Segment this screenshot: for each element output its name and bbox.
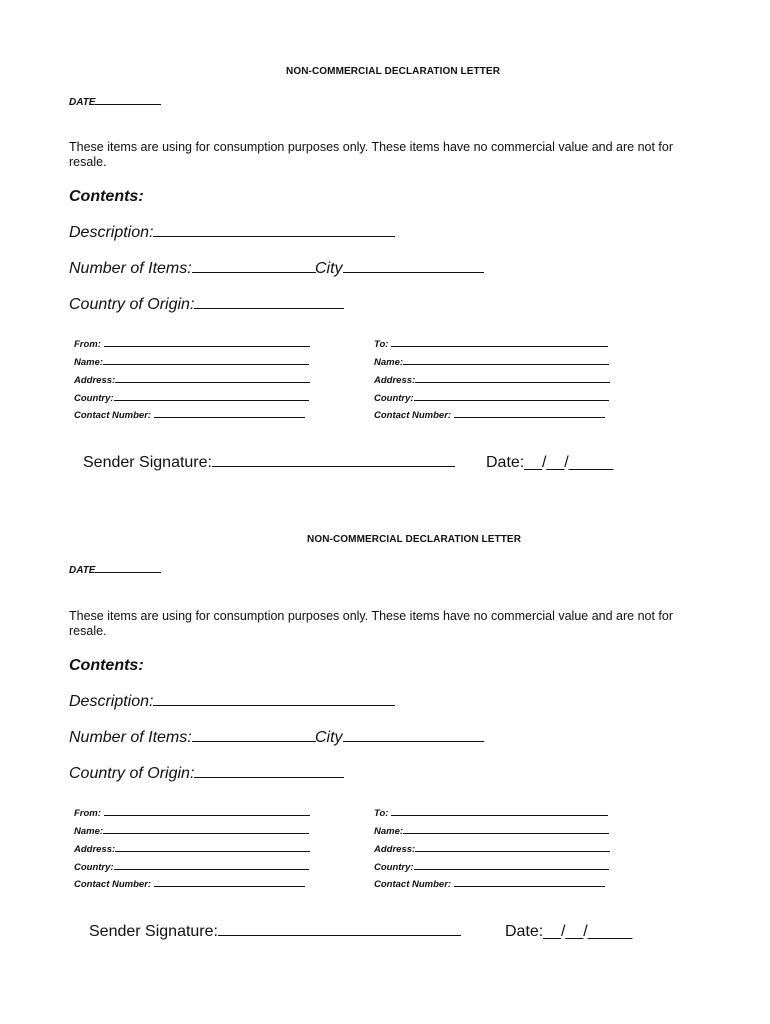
date-label: DATE bbox=[69, 565, 96, 576]
recipient-name-blank[interactable] bbox=[403, 355, 609, 365]
contact-number-label: Contact Number: bbox=[374, 879, 452, 890]
country-label: Country: bbox=[74, 393, 114, 404]
statement-text: These items are using for consumption purposes only. These items have no commercial value and are not for resale. bbox=[69, 609, 674, 638]
country-label: Country: bbox=[74, 862, 114, 873]
country-of-origin-label: Country of Origin: bbox=[69, 296, 195, 313]
recipient-contact-number-field[interactable] bbox=[374, 877, 605, 890]
city-blank[interactable] bbox=[343, 260, 484, 273]
recipient-contact-number-field[interactable] bbox=[374, 408, 605, 421]
recipient-address-field[interactable] bbox=[374, 842, 610, 855]
description-label: Description: bbox=[69, 693, 154, 710]
to-label: To: bbox=[374, 808, 389, 819]
city-field[interactable] bbox=[315, 729, 484, 747]
recipient-country-field[interactable] bbox=[374, 391, 609, 404]
contact-number-label: Contact Number: bbox=[74, 410, 152, 421]
date-field[interactable] bbox=[69, 95, 161, 108]
country-of-origin-field[interactable] bbox=[69, 765, 344, 783]
signature-date-field[interactable]: Date:__/__/_____ bbox=[486, 454, 614, 471]
to-blank[interactable] bbox=[391, 806, 608, 816]
description-field[interactable] bbox=[69, 224, 395, 242]
sender-contact-number-blank[interactable] bbox=[154, 408, 305, 418]
name-label: Name: bbox=[374, 826, 404, 837]
to-label: To: bbox=[374, 339, 389, 350]
sender-signature-blank[interactable] bbox=[212, 454, 455, 467]
country-of-origin-field[interactable] bbox=[69, 296, 344, 314]
document-title: NON-COMMERCIAL DECLARATION LETTER bbox=[307, 534, 522, 545]
to-blank[interactable] bbox=[391, 337, 608, 347]
recipient-country-field[interactable] bbox=[374, 860, 609, 873]
sender-address-field[interactable] bbox=[74, 373, 310, 386]
document-title: NON-COMMERCIAL DECLARATION LETTER bbox=[286, 66, 501, 77]
date-label: DATE bbox=[69, 97, 96, 108]
sender-name-field[interactable] bbox=[74, 824, 309, 837]
number-of-items-field[interactable] bbox=[69, 729, 316, 747]
to-field[interactable] bbox=[374, 337, 608, 350]
sender-name-blank[interactable] bbox=[103, 355, 309, 365]
number-of-items-label: Number of Items: bbox=[69, 260, 192, 277]
sender-country-blank[interactable] bbox=[114, 391, 309, 401]
sender-signature-blank[interactable] bbox=[218, 923, 461, 936]
sender-address-blank[interactable] bbox=[115, 842, 310, 852]
from-label: From: bbox=[74, 339, 101, 350]
recipient-name-field[interactable] bbox=[374, 824, 609, 837]
country-of-origin-blank[interactable] bbox=[194, 296, 344, 309]
sender-address-field[interactable] bbox=[74, 842, 310, 855]
city-label: City bbox=[315, 729, 343, 746]
sender-contact-number-blank[interactable] bbox=[154, 877, 305, 887]
name-label: Name: bbox=[374, 357, 404, 368]
sender-name-field[interactable] bbox=[74, 355, 309, 368]
recipient-address-field[interactable] bbox=[374, 373, 610, 386]
name-label: Name: bbox=[74, 826, 104, 837]
country-of-origin-label: Country of Origin: bbox=[69, 765, 195, 782]
recipient-contact-number-blank[interactable] bbox=[454, 877, 605, 887]
recipient-country-blank[interactable] bbox=[414, 391, 609, 401]
from-label: From: bbox=[74, 808, 101, 819]
description-blank[interactable] bbox=[153, 224, 395, 237]
from-blank[interactable] bbox=[104, 337, 310, 347]
date-blank[interactable] bbox=[95, 563, 161, 573]
sender-address-blank[interactable] bbox=[115, 373, 310, 383]
from-field[interactable] bbox=[74, 806, 310, 819]
recipient-address-blank[interactable] bbox=[415, 842, 610, 852]
description-field[interactable] bbox=[69, 693, 395, 711]
address-label: Address: bbox=[74, 844, 116, 855]
contents-heading: Contents: bbox=[69, 188, 144, 205]
from-field[interactable] bbox=[74, 337, 310, 350]
city-label: City bbox=[315, 260, 343, 277]
number-of-items-blank[interactable] bbox=[192, 729, 316, 742]
city-blank[interactable] bbox=[343, 729, 484, 742]
sender-country-field[interactable] bbox=[74, 860, 309, 873]
recipient-contact-number-blank[interactable] bbox=[454, 408, 605, 418]
number-of-items-blank[interactable] bbox=[192, 260, 316, 273]
recipient-country-blank[interactable] bbox=[414, 860, 609, 870]
sender-signature-label: Sender Signature: bbox=[83, 454, 212, 471]
statement-text: These items are using for consumption purposes only. These items have no commercial value and are not for resale. bbox=[69, 140, 674, 169]
country-label: Country: bbox=[374, 393, 414, 404]
number-of-items-field[interactable] bbox=[69, 260, 316, 278]
number-of-items-label: Number of Items: bbox=[69, 729, 192, 746]
contact-number-label: Contact Number: bbox=[74, 879, 152, 890]
to-field[interactable] bbox=[374, 806, 608, 819]
description-label: Description: bbox=[69, 224, 154, 241]
sender-name-blank[interactable] bbox=[103, 824, 309, 834]
description-blank[interactable] bbox=[153, 693, 395, 706]
contents-heading: Contents: bbox=[69, 657, 144, 674]
sender-country-field[interactable] bbox=[74, 391, 309, 404]
recipient-address-blank[interactable] bbox=[415, 373, 610, 383]
date-field[interactable] bbox=[69, 563, 161, 576]
address-label: Address: bbox=[374, 844, 416, 855]
recipient-name-field[interactable] bbox=[374, 355, 609, 368]
name-label: Name: bbox=[74, 357, 104, 368]
city-field[interactable] bbox=[315, 260, 484, 278]
signature-date-field[interactable]: Date:__/__/_____ bbox=[505, 923, 633, 940]
sender-contact-number-field[interactable] bbox=[74, 408, 305, 421]
sender-country-blank[interactable] bbox=[114, 860, 309, 870]
sender-contact-number-field[interactable] bbox=[74, 877, 305, 890]
contact-number-label: Contact Number: bbox=[374, 410, 452, 421]
address-label: Address: bbox=[74, 375, 116, 386]
from-blank[interactable] bbox=[104, 806, 310, 816]
date-blank[interactable] bbox=[95, 95, 161, 105]
sender-signature-label: Sender Signature: bbox=[89, 923, 218, 940]
address-label: Address: bbox=[374, 375, 416, 386]
sender-signature-field[interactable] bbox=[83, 454, 455, 472]
country-label: Country: bbox=[374, 862, 414, 873]
country-of-origin-blank[interactable] bbox=[194, 765, 344, 778]
recipient-name-blank[interactable] bbox=[403, 824, 609, 834]
sender-signature-field[interactable] bbox=[89, 923, 461, 941]
